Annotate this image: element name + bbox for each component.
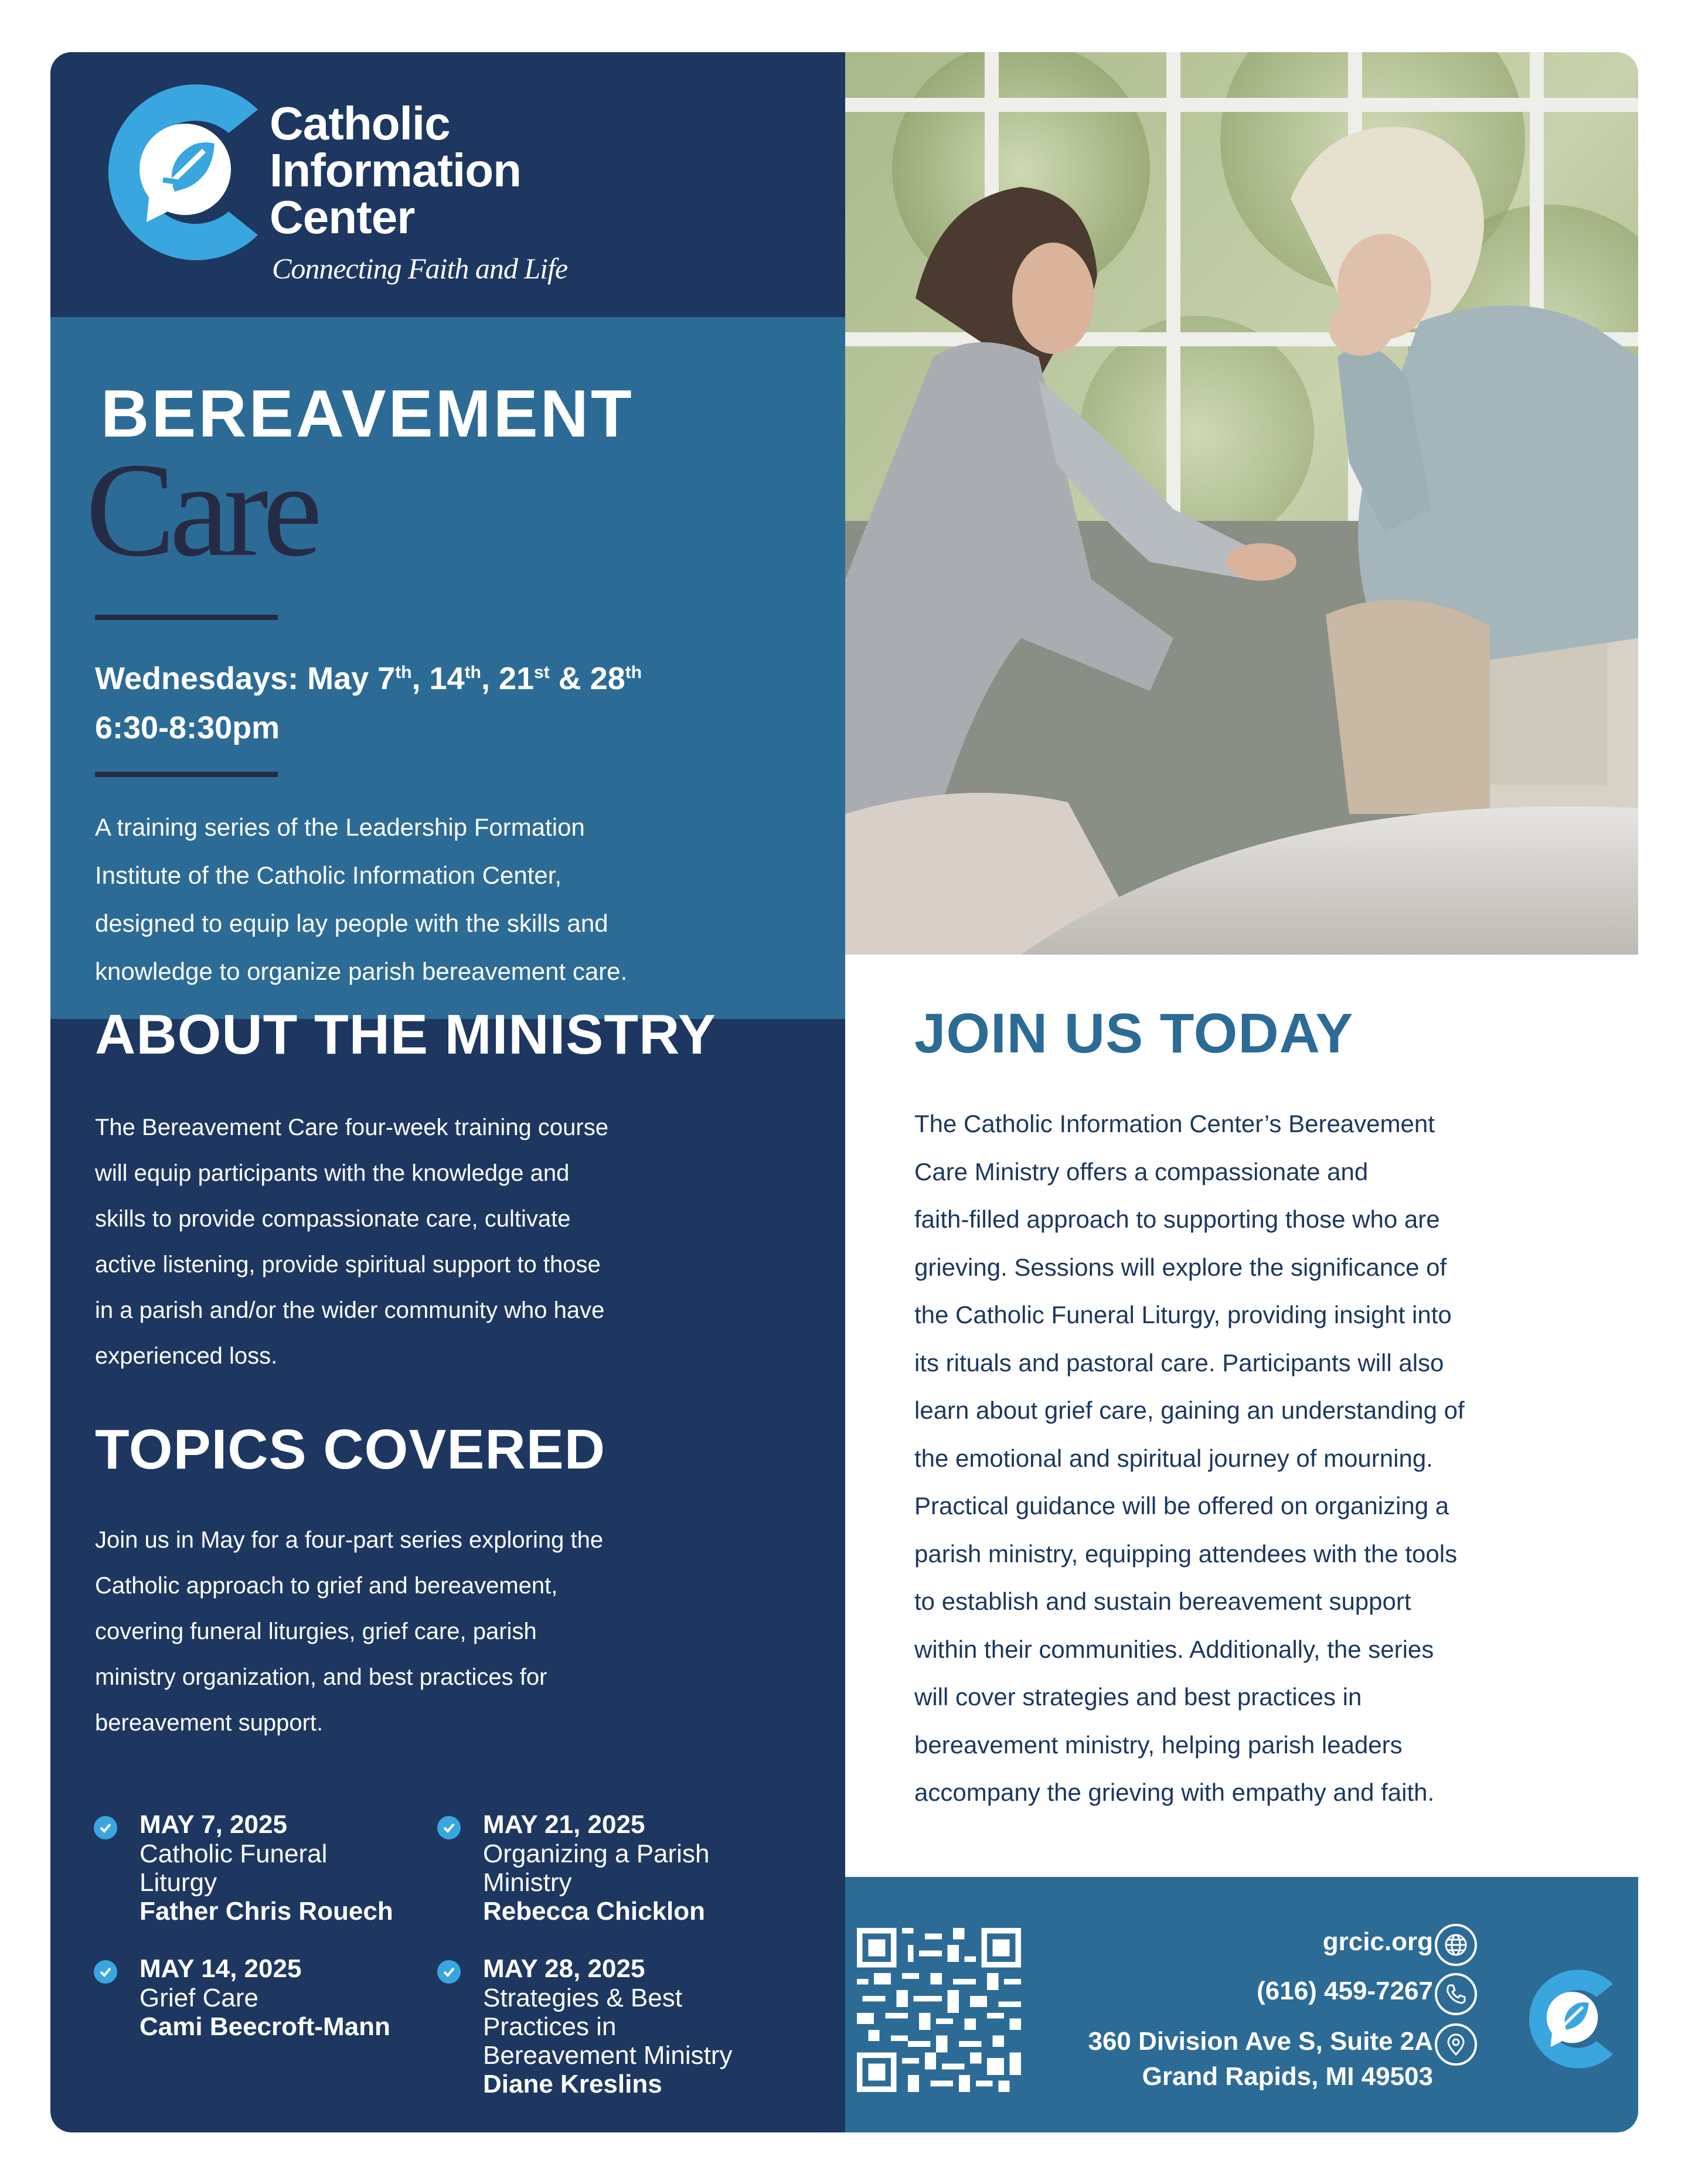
check-icon [437,1960,461,1984]
event-time: 6:30-8:30pm [95,710,280,745]
body-line: within their communities. Additionally, the series [914,1635,1434,1663]
session-item [94,1954,422,2048]
session-item [94,1810,422,1927]
body-line: Catholic approach to grief and bereavement, [95,1573,558,1599]
flyer [50,52,1638,2132]
ordinal-suffix: th [625,663,642,682]
session-title-line: Strategies & Best [483,1984,682,2012]
dates-text: & 28 [549,661,625,696]
description-line: Institute of the Catholic Information Center, [95,861,562,889]
globe-icon [1435,1924,1477,1966]
session-title [483,1839,788,1897]
hero-description [95,803,798,996]
body-line: in a parish and/or the wider community who have [95,1297,605,1323]
event-schedule [95,648,642,752]
body-line: active listening, provide spiritual support to those [95,1252,601,1277]
about-body [95,1105,798,1379]
body-line: parish ministry, equipping attendees with the tools [914,1539,1458,1568]
body-line: grieving. Sessions will explore the significance of [914,1253,1447,1281]
qr-code[interactable] [857,1927,1021,2093]
body-line: covering funeral liturgies, grief care, parish [95,1619,537,1644]
session-title [139,1839,444,1897]
contact-band [845,1877,1638,2132]
session-item [437,1810,765,1927]
address-line2: Grand Rapids, MI 49503 [1142,2062,1433,2091]
body-line: ministry organization, and best practices for [95,1664,547,1690]
website-link[interactable]: grcic.org [1322,1927,1433,1956]
session-speaker: Rebecca Chicklon [483,1897,706,1926]
org-name-line3: Center [270,191,415,243]
body-line: bereavement ministry, helping parish leaders [914,1730,1403,1759]
body-line: will equip participants with the knowledge and [95,1160,570,1186]
description-line: knowledge to organize parish bereavement care. [95,958,628,985]
body-line: skills to provide compassionate care, cultivate [95,1206,571,1232]
ordinal-suffix: st [534,663,550,682]
session-title [483,1984,788,2070]
session-title-line: Organizing a Parish [483,1839,710,1868]
session-title-line: Practices in [483,2012,617,2041]
body-line: accompany the grieving with empathy and faith. [914,1778,1435,1806]
body-line: The Bereavement Care four-week training course [95,1115,608,1140]
session-date: MAY 21, 2025 [483,1810,645,1839]
check-icon [437,1816,461,1839]
body-line: its rituals and pastoral care. Participants will also [914,1348,1444,1377]
left-column [50,52,845,2132]
hero-band [50,317,845,1019]
org-tagline: Connecting Faith and Life [272,252,568,285]
session-speaker: Cami Beecroft-Mann [139,2012,390,2041]
session-date: MAY 14, 2025 [139,1954,302,1983]
body-line: learn about grief care, gaining an understanding of [914,1396,1465,1424]
topics-title: TOPICS COVERED [95,1418,606,1481]
hero-title: BEREAVEMENT [101,377,634,451]
divider [95,615,278,620]
about-title: ABOUT THE MINISTRY [95,1003,716,1066]
body-line: to establish and sustain bereavement support [914,1587,1411,1615]
session-speaker: Father Chris Rouech [139,1897,393,1926]
ordinal-suffix: th [395,663,412,682]
photo-illustration [845,52,1638,955]
dates-text: Wednesdays: May 7 [95,661,396,696]
cic-logo-small-icon [1520,1965,1619,2073]
join-title: JOIN US TODAY [914,1002,1354,1065]
check-icon [94,1960,117,1984]
body-line: experienced loss. [95,1343,278,1369]
divider [95,772,278,777]
ordinal-suffix: th [464,663,481,682]
body-line: the emotional and spiritual journey of mourning. [914,1444,1433,1472]
session-title-line: Liturgy [139,1868,217,1897]
topics-body [95,1517,798,1746]
logo-band [50,52,845,317]
session-title [139,1984,444,2012]
org-name-line1: Catholic [270,97,450,149]
cic-logo-icon [93,76,268,269]
session-speaker: Diane Kreslins [483,2070,662,2098]
check-icon [94,1816,117,1839]
session-title-line: Catholic Funeral [139,1839,328,1868]
body-line: bereavement support. [95,1710,324,1736]
body-line: Join us in May for a four-part series exploring the [95,1527,604,1553]
session-item [437,1954,765,2101]
phone-number[interactable]: (616) 459-7267 [1257,1977,1433,2005]
session-title-line: Bereavement Ministry [483,2041,733,2070]
org-name [270,97,645,243]
org-name-line2: Information [270,144,521,196]
address-line1: 360 Division Ave S, Suite 2A [1088,2027,1433,2056]
body-line: faith-filled approach to supporting those who are [914,1205,1440,1233]
join-body [914,1100,1618,1817]
body-line: The Catholic Information Center’s Bereavement [914,1110,1435,1137]
body-line: the Catholic Funeral Liturgy, providing insight into [914,1301,1452,1328]
description-line: designed to equip lay people with the skills and [95,909,608,937]
hero-script-title: Care [86,435,317,584]
session-title-line: Ministry [483,1868,572,1897]
session-title-line: Grief Care [139,1984,258,2012]
description-line: A training series of the Leadership Formation [95,813,585,841]
map-pin-icon [1435,2023,1477,2066]
body-line: Care Ministry offers a compassionate and [914,1157,1369,1185]
dates-text: , 21 [481,661,535,696]
session-date: MAY 7, 2025 [139,1810,287,1839]
event-dates [95,648,642,703]
hero-photo [845,52,1638,955]
body-line: will cover strategies and best practices in [914,1683,1362,1711]
dates-text: , 14 [411,661,465,696]
phone-icon [1435,1973,1477,2015]
session-date: MAY 28, 2025 [483,1954,645,1983]
body-line: Practical guidance will be offered on organizing a [914,1492,1449,1519]
